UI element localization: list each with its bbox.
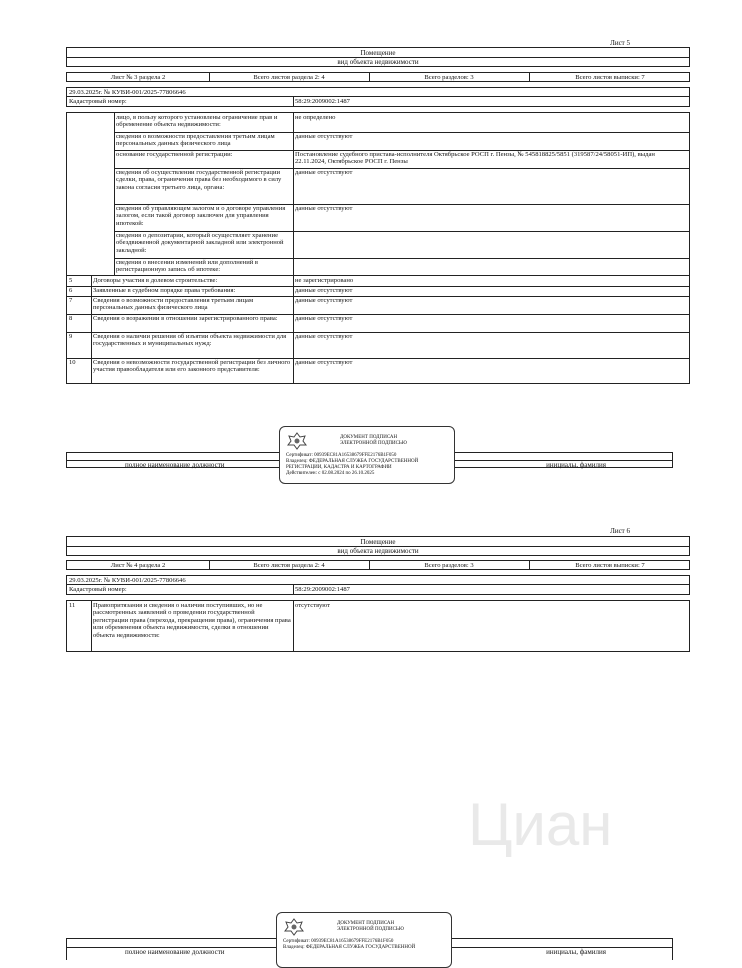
- row-value: данные отсутствуют: [295, 169, 353, 176]
- row-label: сведения об управляющем залогом и о договоре управления залогом, если такой договор заключен для управления ипотекой:: [116, 205, 286, 227]
- cadastral-row: [66, 585, 690, 595]
- name-label: инициалы, фамилия: [546, 461, 606, 469]
- sheet-no: Лист № 3 раздела 2: [110, 74, 166, 81]
- table-row: [114, 231, 689, 259]
- row-label: Сведения о невозможности государственной регистрации без личного участия правообладателя или его законного представителя:: [93, 359, 291, 374]
- row-number: 8: [69, 315, 73, 322]
- table-row: [67, 314, 689, 333]
- table-row: [114, 113, 689, 133]
- position-label: полное наименование должности: [125, 948, 225, 956]
- table-row: [67, 296, 689, 315]
- row-label: сведения о депозитарии, который осуществляет хранение обездвиженной документарной закладной или электронной закладной:: [116, 232, 284, 254]
- object-type-box: [66, 536, 690, 556]
- object-type-caption: вид объекта недвижимости: [337, 547, 419, 555]
- table-row: [66, 600, 690, 652]
- object-type-caption: вид объекта недвижимости: [337, 58, 419, 66]
- object-type-box: [66, 47, 690, 67]
- cadastral-row: [66, 97, 690, 107]
- row-value: данные отсутствуют: [295, 297, 353, 304]
- name-label: инициалы, фамилия: [546, 948, 606, 956]
- total-sections: Всего разделов: 3: [424, 74, 474, 81]
- stamp-validity: Действителен: с 02.08.2024 по 26.10.2025: [286, 471, 375, 476]
- row-label: Правопритязания и сведения о наличии поступивших, но не рассмотренных заявлений о проведении государственной регистрации права (перехода, прекращения права), ограничения права или обременения объекта недвижимости, сделки в отношении объекта недвижимости:: [93, 602, 291, 639]
- row-value: [293, 231, 689, 258]
- table-row: [114, 150, 689, 169]
- sheet-number: Лист 5: [610, 39, 630, 47]
- watermark: Циан: [468, 791, 613, 858]
- stamp-subtitle: ЭЛЕКТРОННОЙ ПОДПИСЬЮ: [337, 927, 404, 932]
- stamp-cert: Сертификат: 00939EC81A16538679FFE2176B1F050: [286, 453, 397, 458]
- total-sheets-section: Всего листов раздела 2: 4: [253, 74, 325, 81]
- row-label: основание государственной регистрации:: [116, 151, 233, 158]
- row-value: данные отсутствуют: [295, 205, 353, 212]
- stamp-owner: Владелец: ФЕДЕРАЛЬНАЯ СЛУЖБА ГОСУДАРСТВЕННОЙ: [286, 459, 419, 464]
- table-row: [114, 168, 689, 205]
- stamp-owner: Владелец: ФЕДЕРАЛЬНАЯ СЛУЖБА ГОСУДАРСТВЕННОЙ: [283, 945, 416, 950]
- row-number: 10: [69, 359, 76, 366]
- row-label: Договоры участия в долевом строительстве:: [93, 277, 218, 284]
- stamp-cert: Сертификат: 00939EC81A16538679FFE2176B1F050: [283, 939, 394, 944]
- sheet-info-row: [66, 560, 690, 570]
- row-label: лицо, в пользу которого установлены ограничение прав и обременение объекта недвижимости:: [116, 114, 278, 129]
- table-row: [114, 132, 689, 151]
- e-signature-stamp: [279, 426, 455, 484]
- total-sheets-extract: Всего листов выписки: 7: [575, 562, 645, 569]
- cadastral-value: 58:29:2009002:1487: [295, 98, 350, 105]
- sheet-info-row: [66, 72, 690, 82]
- emblem-icon: [283, 917, 305, 937]
- date-line: 29.03.2025г. № КУВИ-001/2025-77806646: [69, 89, 186, 96]
- cadastral-label: Кадастровый номер:: [69, 98, 127, 105]
- date-row: [66, 87, 690, 97]
- table-row: [114, 204, 689, 232]
- table-row: [67, 332, 689, 359]
- row-number: 11: [69, 602, 76, 609]
- row-label: сведения о возможности предоставления третьим лицам персональных данных физического лица: [116, 133, 275, 148]
- row-value: не определено: [295, 114, 336, 121]
- stamp-title: ДОКУМЕНТ ПОДПИСАН: [337, 921, 395, 926]
- row-label: Сведения о возражении в отношении зарегистрированного права:: [93, 315, 278, 322]
- total-sheets-section: Всего листов раздела 2: 4: [253, 562, 325, 569]
- row-number: 5: [69, 277, 73, 284]
- date-row: [66, 575, 690, 585]
- table-row: [67, 358, 689, 383]
- row-number: 9: [69, 333, 73, 340]
- date-line: 29.03.2025г. № КУВИ-001/2025-77806646: [69, 577, 186, 584]
- encumbrance-block: [66, 112, 690, 276]
- cadastral-label: Кадастровый номер:: [69, 586, 127, 593]
- row-value: данные отсутствуют: [295, 315, 353, 322]
- table-row: [114, 258, 689, 276]
- numbered-rows: [66, 276, 690, 384]
- object-type: Помещение: [360, 49, 396, 57]
- total-sections: Всего разделов: 3: [424, 562, 474, 569]
- emblem-icon: [286, 431, 308, 451]
- sheet-number: Лист 6: [610, 527, 630, 535]
- row-label: Сведения о наличии решения об изъятии объекта недвижимости для государственных и муниципальных нужд:: [93, 333, 287, 348]
- position-label: полное наименование должности: [125, 461, 225, 469]
- cadastral-value: 58:29:2009002:1487: [295, 586, 350, 593]
- row-label: Сведения о возможности предоставления третьим лицам персональных данных физического лица: [93, 297, 254, 312]
- object-type: Помещение: [360, 538, 396, 546]
- row-value: данные отсутствуют: [295, 333, 353, 340]
- row-value: [293, 258, 689, 276]
- row-label: Заявленные в судебном порядке права требования:: [93, 287, 236, 294]
- sheet-no: Лист № 4 раздела 2: [110, 562, 166, 569]
- stamp-owner-2: РЕГИСТРАЦИИ, КАДАСТРА И КАРТОГРАФИИ: [286, 465, 392, 470]
- row-value: данные отсутствуют: [295, 133, 353, 140]
- row-number: 6: [69, 287, 73, 294]
- row-number: 7: [69, 297, 73, 304]
- row-value: данные отсутствуют: [295, 287, 353, 294]
- row-value: Постановление судебного пристава-исполнителя Октябрьское РОСП г. Пензы, № 545818825/5851 (319587/24/58051-ИП), выдан 22.11.2024, Октябрьское РОСП г. Пензы: [295, 151, 655, 166]
- row-label: сведения о внесении изменений или дополнений в регистрационную запись об ипотеке:: [116, 259, 259, 274]
- row-value: отсутствуют: [295, 602, 330, 609]
- row-value: не зарегистрировано: [295, 277, 354, 284]
- stamp-subtitle: ЭЛЕКТРОННОЙ ПОДПИСЬЮ: [340, 441, 407, 446]
- row-value: данные отсутствуют: [295, 359, 353, 366]
- row-label: сведения об осуществлении государственной регистрации сделки, права, ограничения права без необходимого в силу закона согласия третьего лица, органа:: [116, 169, 282, 191]
- stamp-title: ДОКУМЕНТ ПОДПИСАН: [340, 435, 398, 440]
- total-sheets-extract: Всего листов выписки: 7: [575, 74, 645, 81]
